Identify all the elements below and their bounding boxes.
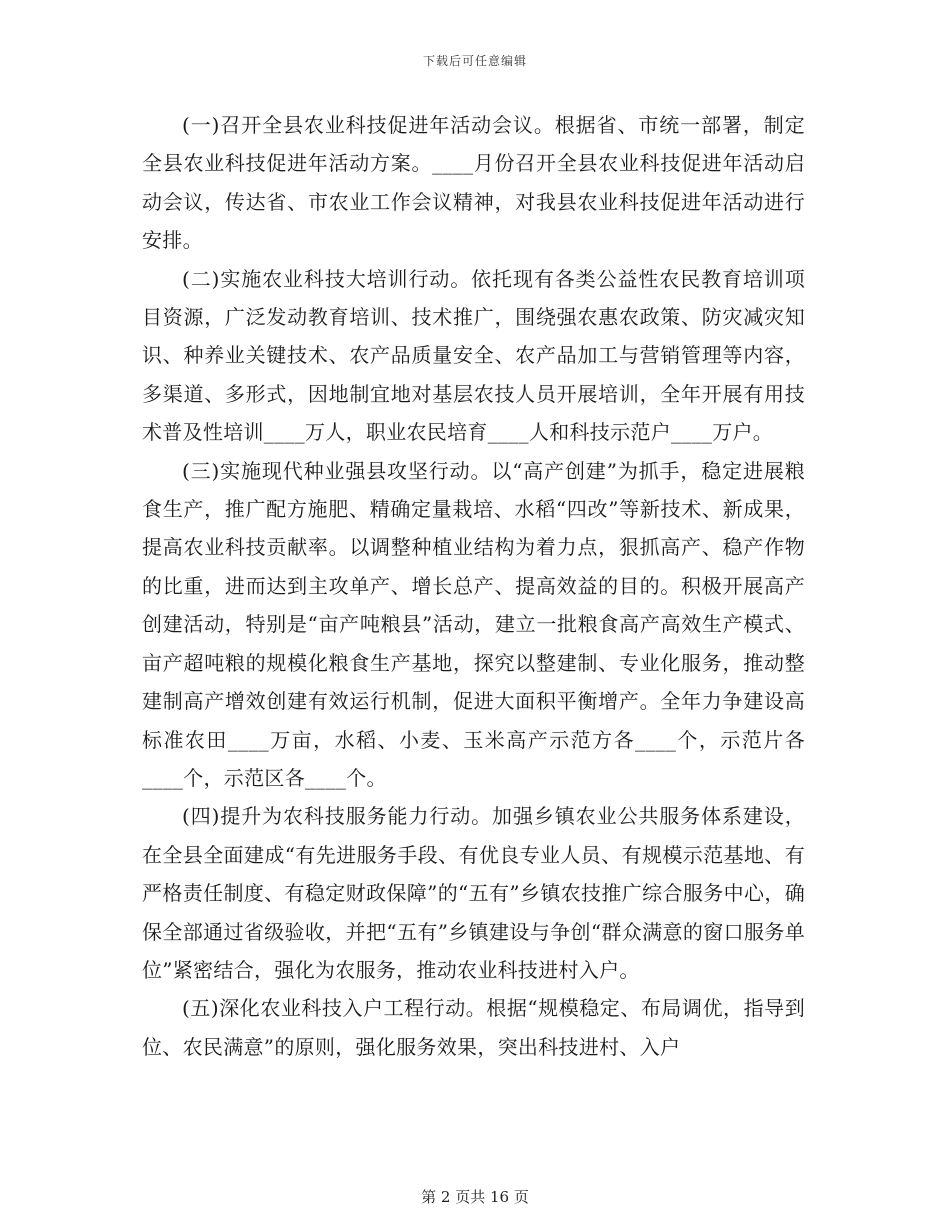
page-header: 下载后可任意编辑: [422, 54, 527, 68]
paragraph-3: (三)实施现代种业强县攻坚行动。以“高产创建”为抓手，稳定进展粮食生产，推广配方施肥、精确定量栽培、水稻“四改”等新技术、新成果，提高农业科技贡献率。以调整种植业结构为着力点，狠抓高产、稳产作物的比重，进而达到主攻单产、增长总产、提高效益的目的。积极开展高产创建活动，特别是“亩产吨粮县”活动，建立一批粮食高产高效生产模式、亩产超吨粮的规模化粮食生产基地，探究以整建制、专业化服务，推动整建制高产增效创建有效运行机制，促进大面积平衡增产。全年力争建设高标准农田____万亩，水稻、小麦、玉米高产示范方各____个，示范片各____个，示范区各____个。: [142, 458, 805, 790]
page-footer: 第 2 页共 16 页: [421, 1188, 529, 1206]
paragraph-2: (二)实施农业科技大培训行动。依托现有各类公益性农民教育培训项目资源，广泛发动教育培训、技术推广，围绕强农惠农政策、防灾减灾知识、种养业关键技术、农产品质量安全、农产品加工与营销管理等内容，多渠道、多形式，因地制宜地对基层农技人员开展培训，全年开展有用技术普及性培训____万人，职业农民培育____人和科技示范户____万户。: [142, 266, 805, 445]
document-body: [142, 106, 805, 1066]
paragraph-4: (四)提升为农科技服务能力行动。加强乡镇农业公共服务体系建设，在全县全面建成“有先进服务手段、有优良专业人员、有规模示范基地、有严格责任制度、有稳定财政保障”的“五有”乡镇农技推广综合服务中心，确保全部通过省级验收，并把“五有”乡镇建设与争创“群众满意的窗口服务单位”紧密结合，强化为农服务，推动农业科技进村入户。: [142, 804, 805, 982]
paragraph-1: (一)召开全县农业科技促进年活动会议。根据省、市统一部署，制定全县农业科技促进年活动方案。____月份召开全县农业科技促进年活动启动会议，传达省、市农业工作会议精神，对我县农业科技促进年活动进行安排。: [142, 113, 805, 253]
paragraph-5: (五)深化农业科技入户工程行动。根据“规模稳定、布局调优，指导到位、农民满意”的原则，强化服务效果，突出科技进村、入户: [142, 996, 805, 1059]
